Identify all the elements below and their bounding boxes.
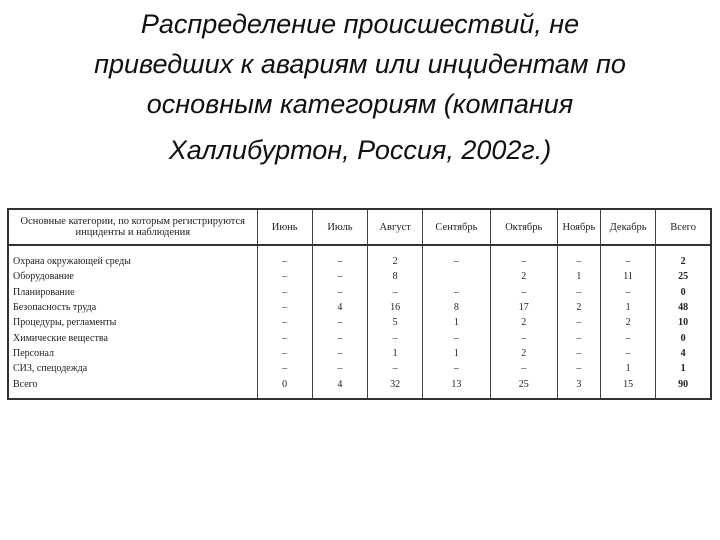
table-cell: 4 [312, 300, 367, 315]
row-category-cell: Оборудование [8, 269, 257, 284]
table-cell: – [557, 361, 600, 376]
row-category-cell: Планирование [8, 285, 257, 300]
header-june: Июнь [257, 209, 312, 245]
table-cell: – [257, 315, 312, 330]
table-cell: 4 [312, 376, 367, 398]
table-row [8, 269, 711, 284]
table-header-row [8, 209, 711, 245]
table-cell: – [257, 285, 312, 300]
title-line-2: приведших к авариям или инцидентам по [94, 49, 626, 79]
header-july: Июль [312, 209, 367, 245]
table-cell: – [312, 245, 367, 269]
row-category-cell: СИЗ, спецодежда [8, 361, 257, 376]
table-cell: 1 [601, 300, 656, 315]
table-cell: – [557, 330, 600, 345]
row-category-cell: Безопасность труда [8, 300, 257, 315]
table-cell: – [423, 285, 490, 300]
table-row [8, 285, 711, 300]
table-cell: – [601, 285, 656, 300]
row-category-cell: Персонал [8, 346, 257, 361]
table-cell: – [557, 245, 600, 269]
title-line-3: основным категориям (компания [146, 89, 574, 119]
table-cell: – [490, 245, 557, 269]
table-cell: 0 [257, 376, 312, 398]
table-cell: – [312, 315, 367, 330]
table-cell: – [557, 285, 600, 300]
table-cell [423, 269, 490, 284]
table-cell: 15 [601, 376, 656, 398]
table-cell: 25 [656, 269, 711, 284]
table-cell: 17 [490, 300, 557, 315]
table-cell: 1 [656, 361, 711, 376]
table-cell: 2 [656, 245, 711, 269]
table-cell: 2 [490, 269, 557, 284]
table-cell: – [312, 361, 367, 376]
table-cell: – [423, 330, 490, 345]
table-cell: 3 [557, 376, 600, 398]
table-cell: 4 [656, 346, 711, 361]
table-cell: 0 [656, 285, 711, 300]
table-cell: 2 [601, 315, 656, 330]
table-cell: – [312, 285, 367, 300]
table-cell: – [490, 285, 557, 300]
slide-title [20, 4, 700, 170]
table-cell: – [257, 330, 312, 345]
table-cell: – [257, 300, 312, 315]
table-row [8, 315, 711, 330]
table-cell: – [601, 245, 656, 269]
table-cell: – [490, 361, 557, 376]
table-cell: 25 [490, 376, 557, 398]
table-cell: – [557, 315, 600, 330]
header-category: Основные категории, по которым регистрируются инциденты и наблюдения [8, 209, 257, 245]
table-cell: – [601, 330, 656, 345]
table-cell: 8 [368, 269, 423, 284]
table-cell: 13 [423, 376, 490, 398]
table-cell: 48 [656, 300, 711, 315]
header-december: Декабрь [601, 209, 656, 245]
row-category-cell: Всего [8, 376, 257, 398]
row-category-cell: Охрана окружающей среды [8, 245, 257, 269]
table-cell: 2 [368, 245, 423, 269]
table-row [8, 346, 711, 361]
table-row [8, 376, 711, 398]
table-row [8, 330, 711, 345]
table-cell: 8 [423, 300, 490, 315]
table-cell: 1 [368, 346, 423, 361]
row-category-cell: Химические вещества [8, 330, 257, 345]
header-september: Сентябрь [423, 209, 490, 245]
table-cell: – [557, 346, 600, 361]
table-cell: – [490, 330, 557, 345]
table-cell: – [257, 245, 312, 269]
table-cell: – [312, 269, 367, 284]
table-cell: – [368, 285, 423, 300]
table-cell: 5 [368, 315, 423, 330]
header-august: Август [368, 209, 423, 245]
table-row [8, 245, 711, 269]
table-cell: 0 [656, 330, 711, 345]
table-cell: 10 [656, 315, 711, 330]
table-cell: 1 [423, 346, 490, 361]
table-cell: – [368, 361, 423, 376]
table-cell: – [257, 346, 312, 361]
table-cell: 1 [557, 269, 600, 284]
table-cell: – [368, 330, 423, 345]
table-cell: – [423, 361, 490, 376]
title-line-1: Распределение происшествий, не [140, 9, 580, 39]
table-cell: – [601, 346, 656, 361]
header-total: Всего [656, 209, 711, 245]
table-cell: 1 [423, 315, 490, 330]
incident-table [7, 208, 712, 400]
table-cell: – [312, 346, 367, 361]
table-cell: 2 [490, 346, 557, 361]
table-cell: – [312, 330, 367, 345]
row-category-cell: Процедуры, регламенты [8, 315, 257, 330]
table-cell: – [257, 269, 312, 284]
incident-table-scan [7, 208, 712, 400]
table-cell: 11 [601, 269, 656, 284]
table-cell: 32 [368, 376, 423, 398]
table-cell: 2 [557, 300, 600, 315]
table-cell: 2 [490, 315, 557, 330]
table-body [8, 245, 711, 399]
table-cell: 16 [368, 300, 423, 315]
header-november: Ноябрь [557, 209, 600, 245]
table-cell: – [257, 361, 312, 376]
table-row [8, 361, 711, 376]
table-cell: 1 [601, 361, 656, 376]
header-october: Октябрь [490, 209, 557, 245]
title-line-4: Халлибуртон, Россия, 2002г.) [168, 135, 552, 165]
table-cell: 90 [656, 376, 711, 398]
table-row [8, 300, 711, 315]
table-cell: – [423, 245, 490, 269]
